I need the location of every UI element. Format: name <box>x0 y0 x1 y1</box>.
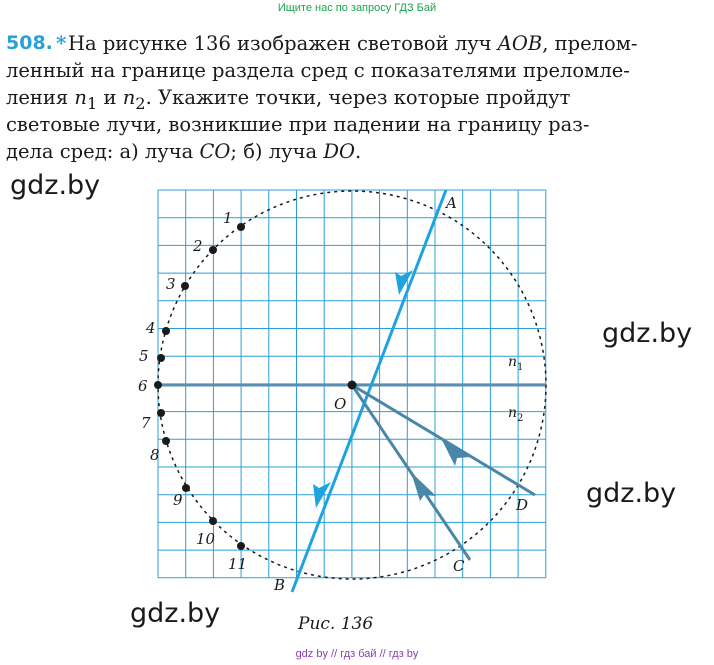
problem-line-3: ления $n_1$ и $n_2$. Укажите точки, через которые пройдут <box>6 86 571 113</box>
ray-arrow-CO <box>411 472 436 501</box>
point-label-5: 5 <box>139 347 149 365</box>
point-10 <box>209 517 217 525</box>
label-A: A <box>446 194 457 212</box>
point-label-10: 10 <box>196 530 216 548</box>
search-hint-link[interactable]: Ищите нас по запросу ГДЗ Бай <box>277 2 437 14</box>
point-label-7: 7 <box>141 414 151 432</box>
point-11 <box>237 542 245 550</box>
point-7 <box>157 409 165 417</box>
figure-caption: Рис. 136 <box>298 614 374 634</box>
point-label-6: 6 <box>138 377 148 395</box>
difficulty-star: * <box>56 31 67 55</box>
label-O: O <box>334 395 347 413</box>
problem-line-5: дела сред: а) луча CO; б) луча DO. <box>6 140 362 163</box>
point-O <box>348 381 357 390</box>
problem-line-1: На рисунке 136 изображен световой луч AOB, прелом- <box>68 32 638 55</box>
watermark: gdz.by <box>10 170 101 201</box>
point-9 <box>182 484 190 492</box>
point-label-1: 1 <box>223 209 233 227</box>
ray-AOB <box>292 190 446 592</box>
point-label-3: 3 <box>166 275 176 293</box>
point-6 <box>154 381 162 389</box>
problem-line-2: ленный на границе раздела сред с показателями преломле- <box>6 59 630 82</box>
label-n2: $n_2$ <box>508 405 524 424</box>
point-8 <box>162 437 170 445</box>
watermark: gdz.by <box>602 318 693 349</box>
point-label-9: 9 <box>173 491 183 509</box>
point-5 <box>157 354 165 362</box>
point-label-2: 2 <box>193 237 203 255</box>
label-n1: $n_1$ <box>508 354 524 373</box>
point-1 <box>237 223 245 231</box>
numbered-points <box>138 209 247 573</box>
label-B: B <box>274 576 286 594</box>
label-C: C <box>453 557 465 575</box>
watermark: gdz.by <box>586 478 677 509</box>
problem-line-4: световые лучи, возникшие при падении на границу раз- <box>6 113 590 136</box>
point-label-4: 4 <box>146 319 156 337</box>
point-label-8: 8 <box>150 446 160 464</box>
problem-number: 508. <box>6 32 53 54</box>
point-3 <box>181 282 189 290</box>
point-4 <box>162 327 170 335</box>
watermark: gdz.by <box>130 598 221 629</box>
label-D: D <box>516 496 529 514</box>
point-2 <box>209 246 217 254</box>
footer-links[interactable]: gdz by // гдз бай // гдз by <box>295 648 419 660</box>
point-label-11: 11 <box>228 555 248 573</box>
